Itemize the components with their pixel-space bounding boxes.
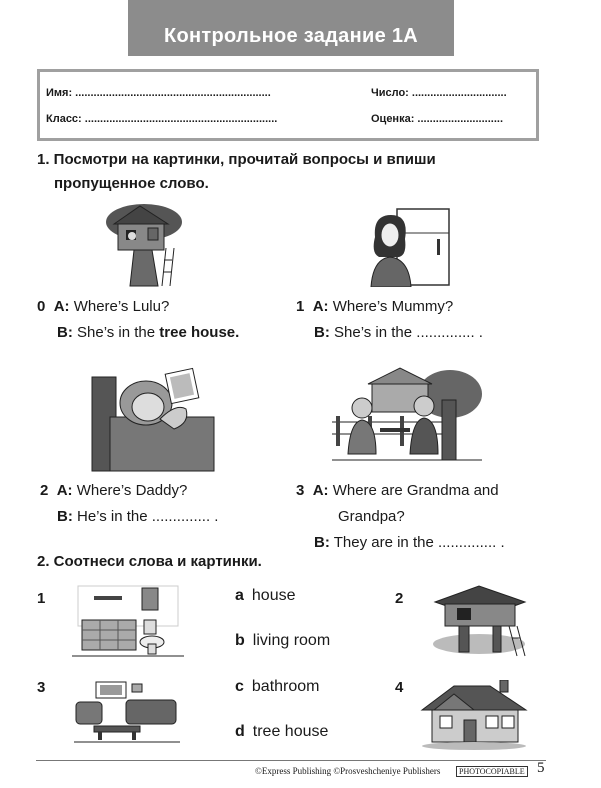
task2-heading: 2. Соотнеси слова и картинки. — [37, 553, 262, 570]
name-field[interactable]: Имя: ................................................................ — [46, 87, 271, 99]
exercise-3: 3 A: Where are Grandma and Grandpa? B: They are in the .............. . — [296, 482, 505, 551]
option-b[interactable]: b living room — [235, 632, 331, 649]
option-d[interactable]: d tree house — [235, 723, 329, 740]
tree-house-picture — [104, 200, 184, 288]
class-field[interactable]: Класс: ............................................................... — [46, 113, 278, 125]
grandparents-picture — [332, 364, 482, 464]
title-banner — [128, 0, 454, 56]
house-picture — [418, 680, 530, 750]
daddy-picture — [90, 363, 216, 473]
example-answer: tree house. — [159, 324, 240, 341]
grade-field[interactable]: Оценка: ............................ — [371, 113, 503, 125]
picture-number-1: 1 — [37, 590, 46, 607]
exercise-2: 2 A: Where’s Daddy? B: He’s in the .............. . — [40, 482, 219, 525]
option-c[interactable]: c bathroom — [235, 678, 320, 695]
option-a[interactable]: a house — [235, 587, 296, 604]
answer-blank-3[interactable]: They are in the .............. . — [333, 534, 505, 551]
task1-heading: 1. Посмотри на картинки, прочитай вопросы и впиши пропущенное слово. — [37, 151, 436, 192]
picture-number-4: 4 — [395, 679, 404, 696]
page-title: Контрольное задание 1А — [163, 25, 419, 47]
photocopiable-label: PHOTOCOPIABLE — [456, 766, 528, 777]
exercise-0: 0 A: Where’s Lulu? B: She’s in the tree house. — [37, 298, 240, 341]
publishers-credit: ©Express Publishing ©Prosveshcheniye Publishers — [255, 766, 441, 776]
page-number: 5 — [537, 760, 545, 776]
living-room-picture — [74, 680, 180, 746]
mummy-picture — [365, 207, 459, 287]
bathroom-picture — [72, 584, 184, 660]
student-info-box — [37, 69, 539, 141]
exercise-1: 1 A: Where’s Mummy? B: She’s in the .............. . — [296, 298, 483, 341]
picture-number-2: 2 — [395, 590, 404, 607]
picture-number-3: 3 — [37, 679, 46, 696]
date-field[interactable]: Число: ............................... — [371, 87, 507, 99]
footer-divider — [36, 760, 546, 761]
treehouse-picture-2 — [425, 582, 533, 658]
answer-blank-1[interactable]: She’s in the .............. . — [334, 324, 483, 341]
answer-blank-2[interactable]: He’s in the .............. . — [77, 508, 219, 525]
